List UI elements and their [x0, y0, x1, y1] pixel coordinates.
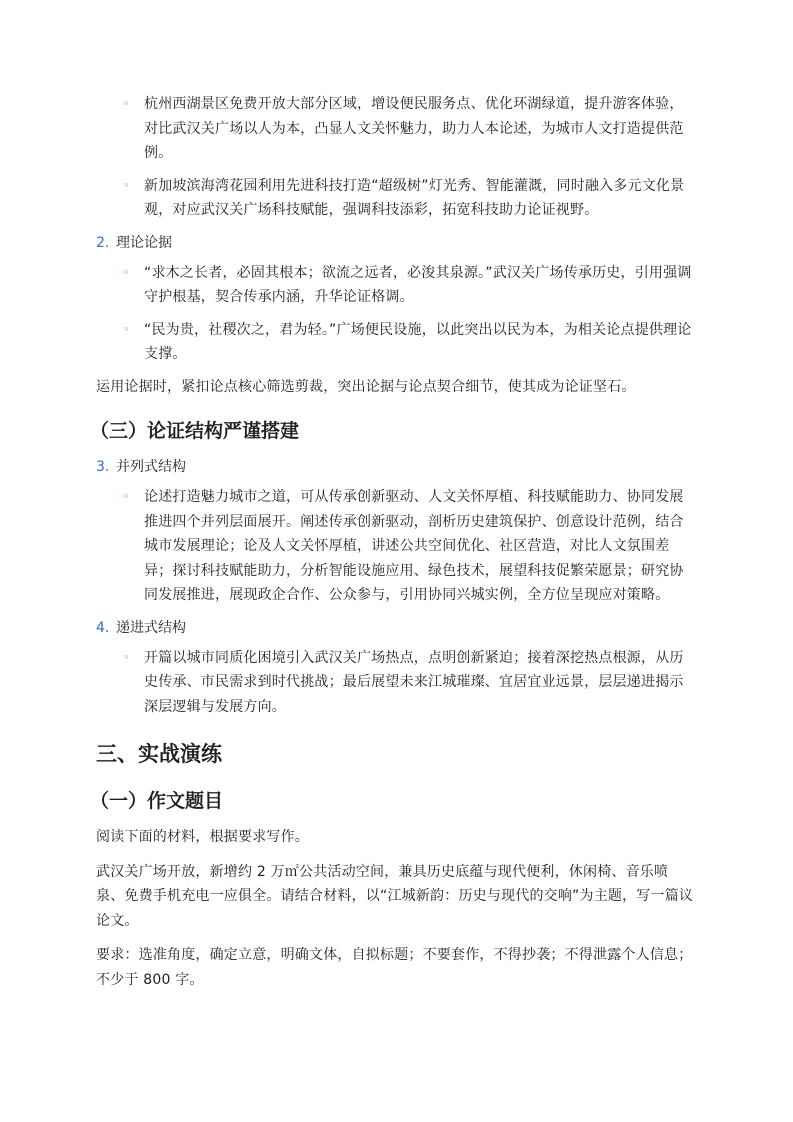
- bullet-icon: ◦: [123, 97, 130, 110]
- paragraph-evidence-usage: 运用论据时，紧扣论点核心筛选剪裁，突出论据与论点契合细节，使其成为论证坚石。: [96, 378, 636, 395]
- list-item-text: 杭州西湖景区免费开放大部分区域，增设便民服务点、优化环湖绿道，提升游客体验，对比武汉关广场以人为本，凸显人文关怀魅力，助力人本论述，为城市人文打造提供范例。: [144, 96, 684, 161]
- list-item-text: 新加坡滨海湾花园利用先进科技打造“超级树”灯光秀、智能灌溉，同时融入多元文化景观，对应武汉关广场科技赋能，强调科技添彩，拓宽科技助力论证视野。: [144, 177, 685, 218]
- bullet-icon: ◦: [123, 178, 130, 192]
- list-item-text: “求木之长者，必固其根本；欲流之远者，必浚其泉源。”武汉关广场传承历史，引用强调守护根基，契合传承内涵，升华论证格调。: [144, 264, 692, 305]
- list-number: 2.: [96, 234, 110, 251]
- numbered-item-theory: [96, 231, 696, 255]
- list-number: 4.: [96, 619, 110, 636]
- section-heading-topic: （一）作文题目: [90, 790, 224, 812]
- document-content: [90, 92, 696, 1002]
- theory-evidence-list: [96, 261, 696, 367]
- paragraph-material: 武汉关广场开放，新增约 2 万㎡公共活动空间，兼具历史底蕴与现代便利，休闲椅、音乐喷泉、免费手机充电一应俱全。请结合材料，以“江城新韵：历史与现代的交响”为主题，写一篇议论文。: [96, 863, 694, 929]
- list-number: 3.: [96, 459, 110, 475]
- bullet-icon: ◦: [123, 322, 130, 336]
- numbered-item-label: 递进式结构: [116, 619, 186, 636]
- list-item: [96, 261, 696, 310]
- progressive-structure-list: [96, 646, 696, 720]
- paragraph-instruction: 阅读下面的材料，根据要求写作。: [96, 829, 309, 845]
- section-heading-structure: （三）论证结构严谨搭建: [90, 420, 300, 442]
- chapter-heading-practice: 三、实战演练: [96, 741, 222, 766]
- bullet-icon: ◦: [123, 650, 130, 664]
- list-item-text: 开篇以城市同质化困境引入武汉关广场热点，点明创新紧迫；接着深挖热点根源，从历史传承、市民需求到时代挑战；最后展望未来江城璀璨、宜居宜业远景，层层递进揭示深层逻辑与发展方向。: [144, 649, 684, 715]
- case-evidence-list: [96, 92, 696, 223]
- list-item: [96, 92, 696, 166]
- list-item: [96, 646, 696, 720]
- list-item-text: 论述打造魅力城市之道，可从传承创新驱动、人文关怀厚植、科技赋能助力、协同发展推进四个并列层面展开。阐述传承创新驱动，剖析历史建筑保护、创意设计范例，结合城市发展理论；论及人文关怀厚植，讲述公共空间优化、社区营造，对比人文氛围差异；探讨科技赋能助力，分析智能设施应用、绿色技术，展望科技促繁荣愿景；研究协同发展推进，展现政企合作、公众参与，引用协同兴城实例，全方位呈现应对策略。: [144, 489, 684, 603]
- list-item-text: “民为贵，社稷次之，君为轻。”广场便民设施，以此突出以民为本，为相关论点提供理论支撑。: [144, 321, 692, 362]
- numbered-item-label: 理论论据: [116, 234, 172, 251]
- list-item: [96, 174, 696, 223]
- list-item: [96, 485, 696, 608]
- paragraph-requirement: 要求：选准角度，确定立意，明确文体，自拟标题；不要套作，不得抄袭；不得泄露个人信息；不少于 800 字。: [96, 947, 693, 988]
- numbered-item-parallel: [96, 455, 696, 479]
- numbered-item-label: 并列式结构: [116, 459, 186, 475]
- list-item: [96, 318, 696, 367]
- bullet-icon: ◦: [123, 490, 130, 503]
- parallel-structure-list: [96, 485, 696, 608]
- bullet-icon: ◦: [123, 265, 130, 279]
- numbered-item-progressive: [96, 616, 696, 640]
